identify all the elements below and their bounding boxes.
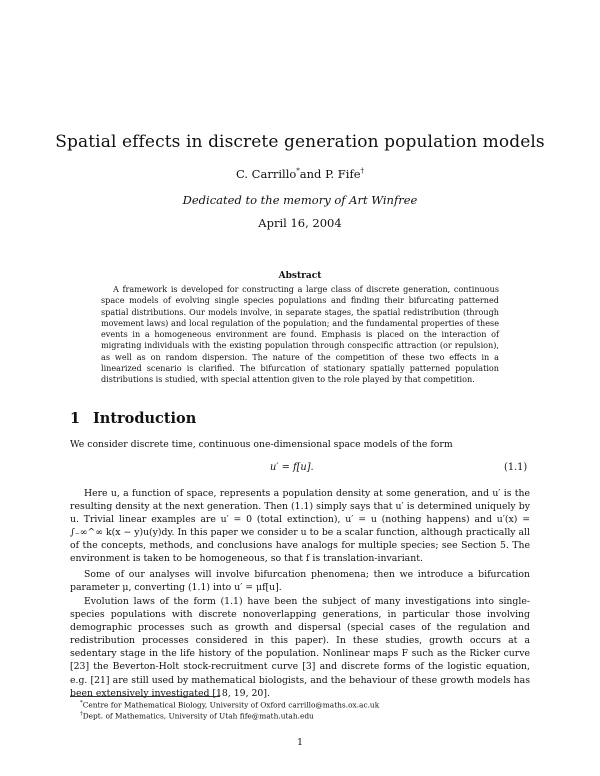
footnote-2-mark: † <box>80 711 83 717</box>
author-mark-2: † <box>360 167 365 176</box>
abstract-text: A framework is developed for constructing a large class of discrete generation, continuous space models of evolving single species populations and finding their bifurcating patterned spatial distributions. Our models involve, in separate stages, the spatial redistribution (through movement laws) and local regulation of the population; and the fundamental properties of these events in a homogeneous environment are found. Emphasis is placed on the interaction of migrating individuals with the existing population through conspecific attraction (or repulsion), as well as on random dispersion. The nature of the competition of these two effects in a linearized scenario is clarified. The bifurcation of stationary spatially patterned population distributions is studied, with special attention given to the role played by that competition. <box>101 284 499 385</box>
author-carrillo: C. Carrillo <box>235 167 297 181</box>
paragraph-4: Evolution laws of the form (1.1) have been the subject of many investigations into single-species populations with discrete nonoverlapping generations, in particular those involving demographic processes such as growth and dispersal (special cases of the regulation and redistribution processes considered in this paper). In these studies, growth occurs at a sedentary stage in the life history of the population. Nonlinear maps F such as the Ricker curve [23] the Beverton-Holt stock-recruitment curve [3] and discrete forms of the logistic equation, e.g. [21] are still used by mathematical biologists, and the behaviour of these growth models has been extensively investigated [18, 19, 20]. <box>70 596 530 699</box>
paragraph-2: Here u, a function of space, represents a population density at some generation, and u′ is the resulting density at the next generation. Then (1.1) simply says that u′ is determined uniquely by u. Trivial linear examples are u′ = 0 (total extinction), u′ = u (nothing happens) and u′(x) = ∫₋∞^∞ k(x − y)u(y)dy. In this paper we consider u to be a scalar function, although practically all of the concepts, methods, and conclusions have analogs for multiple species; see Section 5. The environment is taken to be homogeneous, so that f is translation-invariant. <box>70 488 530 565</box>
page-number: 1 <box>296 737 304 748</box>
author-line <box>0 167 600 181</box>
footnote-rule <box>70 696 220 697</box>
footnote-1-mark: * <box>80 700 83 706</box>
paragraph-3: Some of our analyses will involve bifurcation phenomena; then we introduce a bifurcation parameter μ, converting (1.1) into u′ = μf[u]. <box>70 569 530 594</box>
footnote-1-text: Centre for Mathematical Biology, University of Oxford carrillo@maths.ox.ac.uk <box>82 700 380 710</box>
author-fife: and P. Fife <box>299 167 361 181</box>
paper-title: Spatial effects in discrete generation population models <box>55 132 545 152</box>
equation-number: (1.1) <box>504 462 528 473</box>
abstract-heading: Abstract <box>278 271 322 281</box>
footnote-1 <box>80 700 379 709</box>
author-mark-1: * <box>296 167 300 176</box>
footnote-2-text: Dept. of Mathematics, University of Utah fife@math.utah.edu <box>82 711 314 721</box>
dedication: Dedicated to the memory of Art Winfree <box>182 193 418 207</box>
date: April 16, 2004 <box>258 216 342 230</box>
equation: u′ = f[u]. <box>270 462 314 473</box>
paragraph-1: We consider discrete time, continuous one-dimensional space models of the form <box>70 439 453 450</box>
footnote-2 <box>80 711 314 720</box>
section-heading <box>70 410 196 427</box>
section-number: 1 <box>70 410 81 427</box>
section-title: Introduction <box>93 410 197 427</box>
